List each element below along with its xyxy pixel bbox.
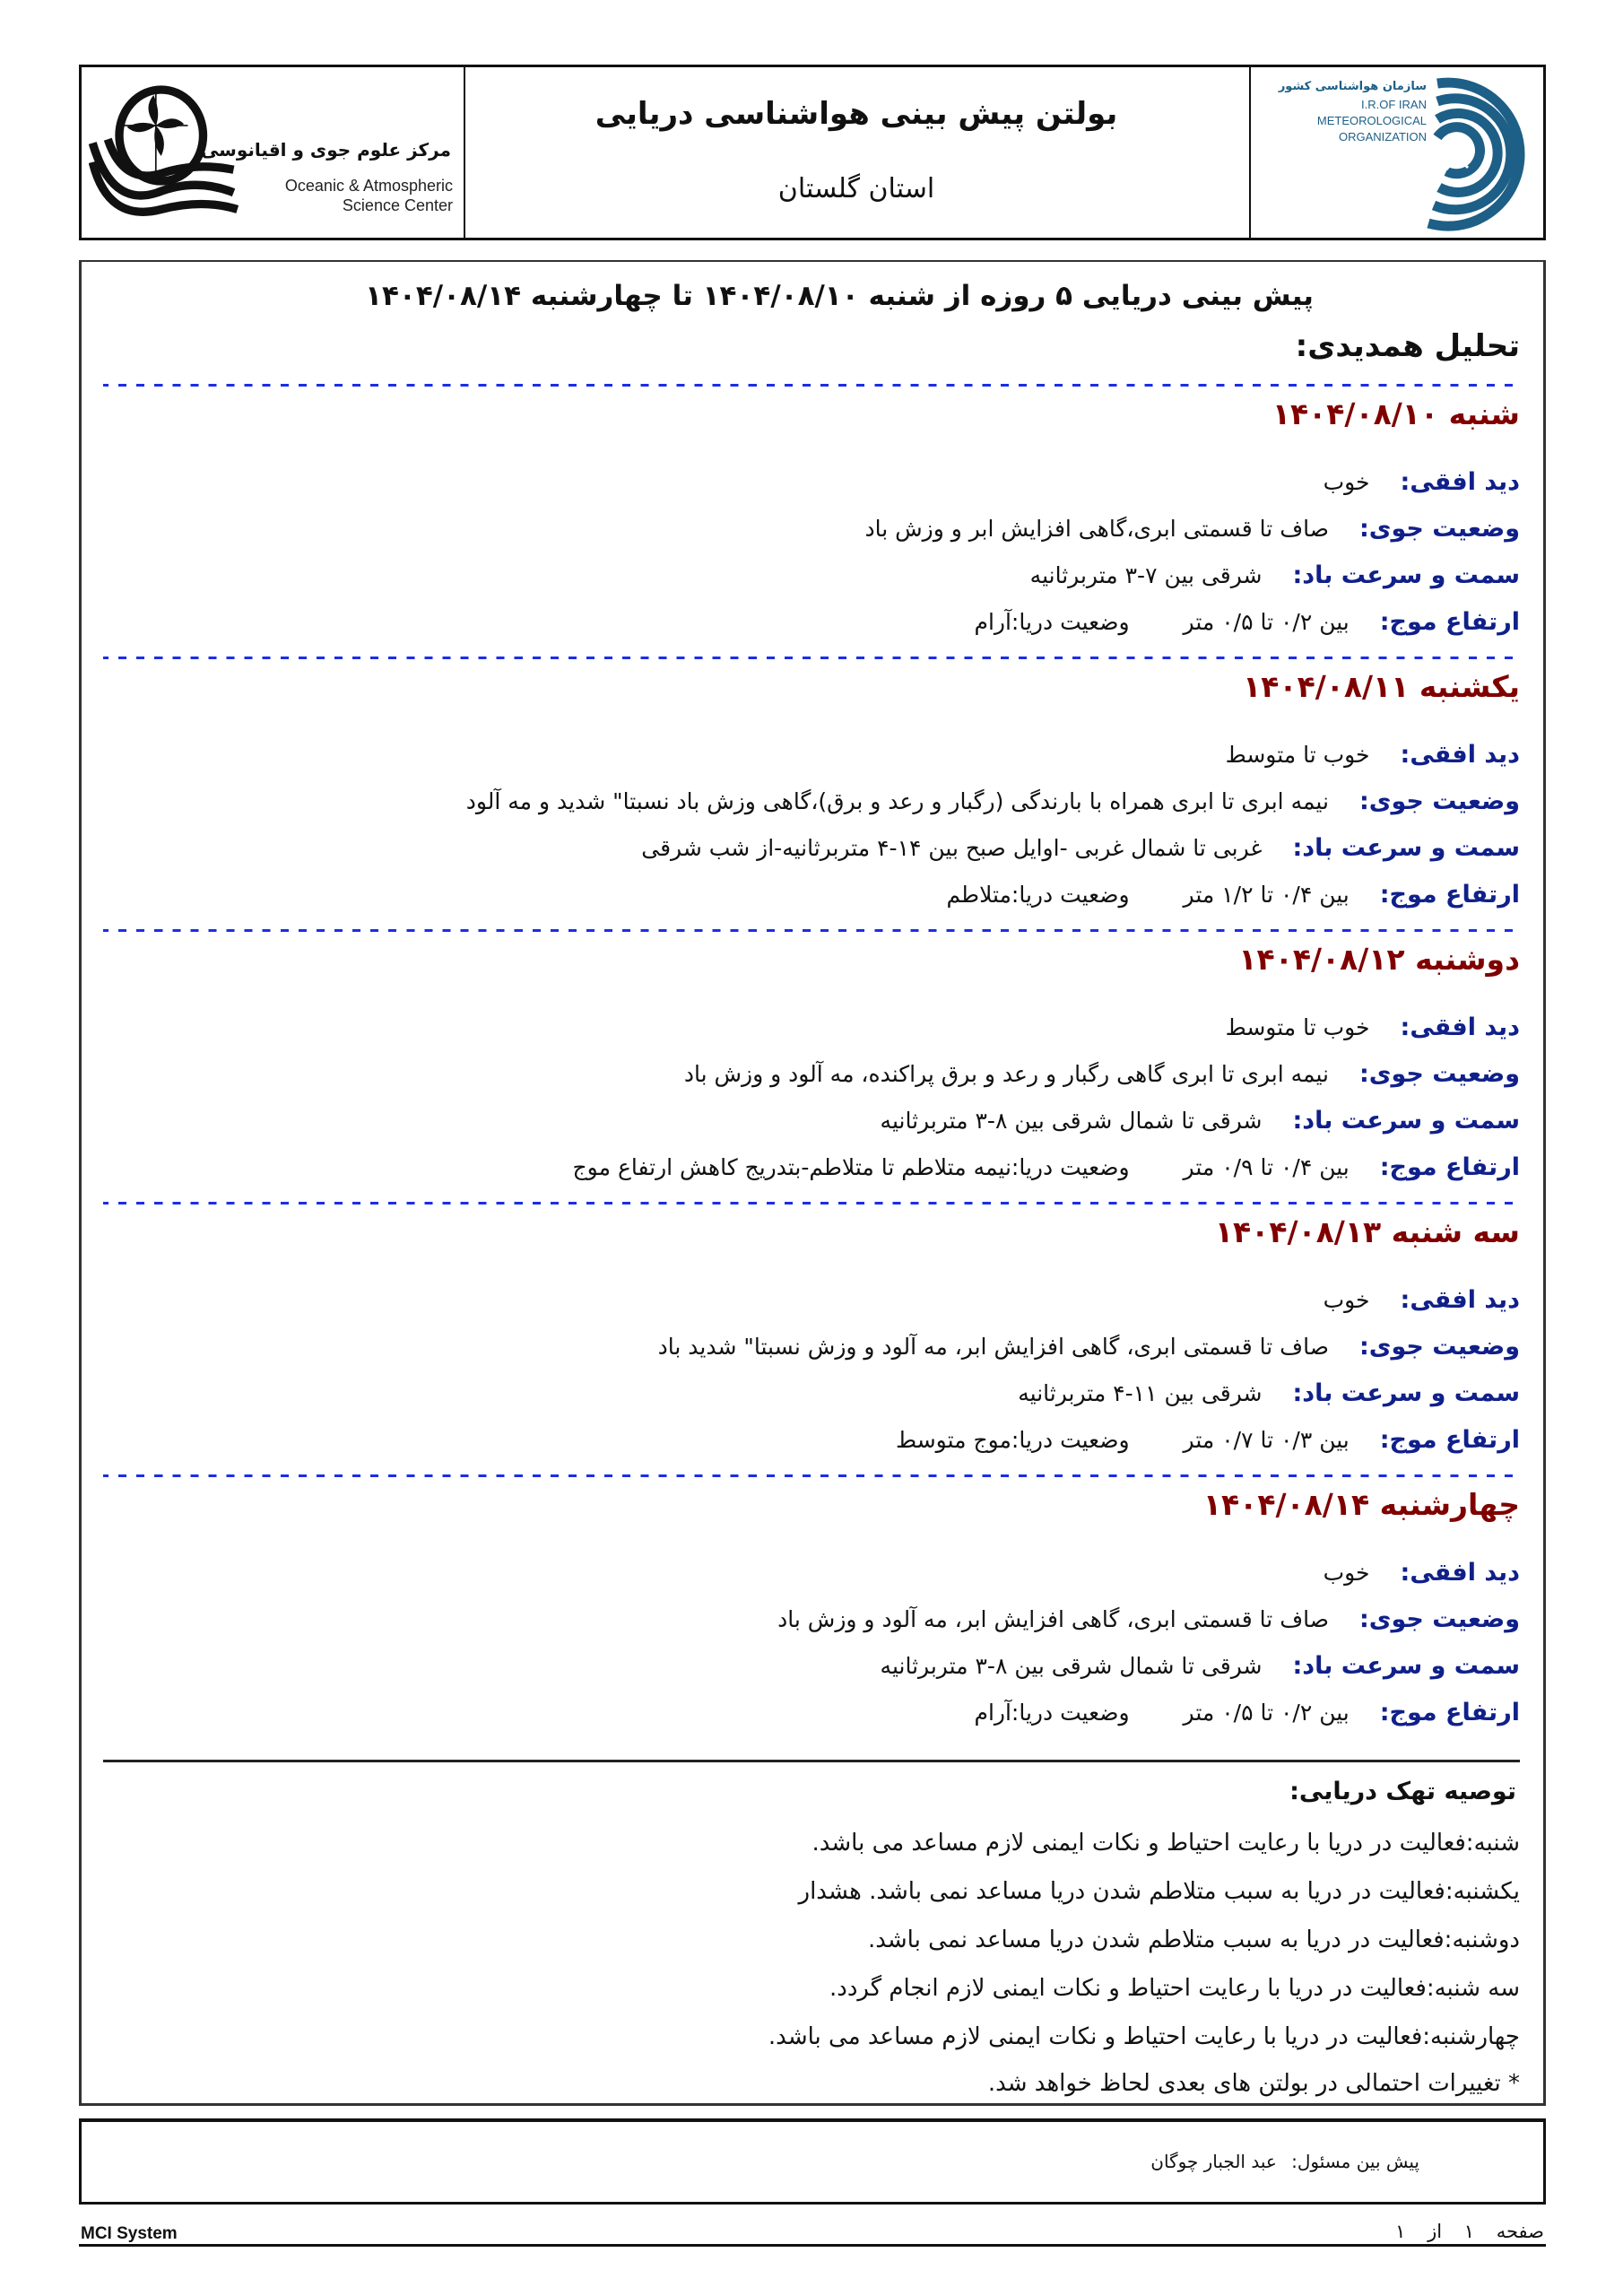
sea-state: وضعیت دریا:متلاطم bbox=[946, 882, 1130, 908]
bulletin-title: بولتن پیش بینی هواشناسی دریایی bbox=[595, 96, 1118, 132]
wind-value: شرقی تا شمال شرقی بین ۸-۳ متربرثانیه bbox=[880, 1108, 1263, 1134]
wave-label: ارتفاع موج: bbox=[1379, 881, 1520, 909]
wind-label: سمت و سرعت باد: bbox=[1292, 1652, 1520, 1680]
wave-row bbox=[974, 1695, 1520, 1731]
visibility-label: دید افقی: bbox=[1400, 1559, 1520, 1587]
osc-name-en-1: Oceanic & Atmospheric bbox=[284, 177, 453, 195]
province-name: استان گلستان bbox=[777, 173, 935, 204]
separator bbox=[103, 929, 1520, 932]
wind-value: شرقی تا شمال شرقی بین ۸-۳ متربرثانیه bbox=[880, 1653, 1263, 1679]
wave-value: بین ۰/۲ تا ۰/۵ متر bbox=[1183, 1700, 1350, 1726]
forecast-body bbox=[79, 260, 1546, 2106]
wind-label: سمت و سرعت باد: bbox=[1292, 561, 1520, 589]
forecaster-label: پیش بین مسئول: bbox=[1291, 2151, 1419, 2172]
advice-line: چهارشنبه:فعالیت در دریا با رعایت احتیاط و نکات ایمنی لازم مساعد می باشد. bbox=[768, 2023, 1520, 2050]
wave-label: ارتفاع موج: bbox=[1379, 1426, 1520, 1454]
visibility-label: دید افقی: bbox=[1400, 741, 1520, 769]
wind-row bbox=[1030, 558, 1520, 594]
day-forecast bbox=[103, 669, 1520, 938]
weather-row bbox=[684, 1057, 1520, 1092]
wave-row bbox=[573, 1150, 1520, 1186]
separator bbox=[103, 1202, 1520, 1205]
day-title: دوشنبه ۱۴۰۴/۰۸/۱۲ bbox=[1238, 942, 1520, 977]
weather-row bbox=[864, 511, 1520, 547]
weather-label: وضعیت جوی: bbox=[1358, 1605, 1520, 1633]
day-forecast bbox=[103, 1487, 1520, 1756]
visibility-value: خوب تا متوسط bbox=[1225, 742, 1370, 768]
sea-state: وضعیت دریا:آرام bbox=[974, 609, 1130, 635]
visibility-value: خوب bbox=[1323, 469, 1370, 495]
sea-state: وضعیت دریا:نیمه متلاطم تا متلاطم-بتدریج کاهش ارتفاع موج bbox=[572, 1154, 1130, 1180]
wind-row bbox=[881, 1103, 1520, 1139]
wave-row bbox=[947, 877, 1520, 913]
visibility-label: دید افقی: bbox=[1400, 1013, 1520, 1041]
page-of: از bbox=[1428, 2221, 1443, 2242]
wave-value: بین ۰/۲ تا ۰/۵ متر bbox=[1183, 609, 1350, 635]
sea-state: وضعیت دریا:موج متوسط bbox=[896, 1427, 1130, 1453]
page-label: صفحه bbox=[1496, 2221, 1544, 2242]
weather-label: وضعیت جوی: bbox=[1358, 515, 1520, 543]
signature-box bbox=[79, 2118, 1546, 2205]
sea-state: وضعیت دریا:آرام bbox=[974, 1700, 1130, 1726]
visibility-row bbox=[1324, 1283, 1520, 1318]
advice-divider bbox=[103, 1760, 1520, 1762]
bulletin-title-cell bbox=[464, 67, 1251, 238]
wave-row bbox=[974, 604, 1520, 640]
wave-row bbox=[896, 1422, 1520, 1458]
visibility-label: دید افقی: bbox=[1400, 1286, 1520, 1314]
day-title: چهارشنبه ۱۴۰۴/۰۸/۱۴ bbox=[1202, 1487, 1520, 1522]
wind-value: شرقی بین ۱۱-۴ متربرثانیه bbox=[1018, 1380, 1263, 1406]
wind-value: شرقی بین ۷-۳ متربرثانیه bbox=[1029, 562, 1263, 588]
page-current: ۱ bbox=[1463, 2221, 1475, 2242]
wind-value: غربی تا شمال غربی -اوایل صبح بین ۱۴-۴ متربرثانیه-از شب شرقی bbox=[641, 835, 1263, 861]
day-title: یکشنبه ۱۴۰۴/۰۸/۱۱ bbox=[1243, 669, 1520, 704]
visibility-value: خوب تا متوسط bbox=[1225, 1014, 1370, 1040]
signature-line bbox=[1150, 2151, 1419, 2172]
advice-footnote: * تغییرات احتمالی در بولتن های بعدی لحاظ خواهد شد. bbox=[987, 2070, 1520, 2097]
wave-label: ارتفاع موج: bbox=[1379, 1699, 1520, 1726]
day-forecast bbox=[103, 942, 1520, 1211]
wind-label: سمت و سرعت باد: bbox=[1292, 834, 1520, 862]
weather-value: صاف تا قسمتی ابری، گاهی افزایش ابر، مه آلود و وزش نسبتا" شدید باد bbox=[657, 1334, 1329, 1360]
weather-value: نیمه ابری تا ابری همراه با بارندگی (رگبار و رعد و برق)،گاهی وزش باد نسبتا" شدید و مه آلود bbox=[465, 788, 1329, 814]
wind-label: سمت و سرعت باد: bbox=[1292, 1379, 1520, 1407]
wind-label: سمت و سرعت باد: bbox=[1292, 1107, 1520, 1135]
irimo-name-en-1: I.R.OF IRAN bbox=[1361, 98, 1427, 111]
visibility-row bbox=[1324, 1555, 1520, 1591]
weather-label: وضعیت جوی: bbox=[1358, 1060, 1520, 1088]
visibility-row bbox=[1226, 737, 1520, 773]
day-title: سه شنبه ۱۴۰۴/۰۸/۱۳ bbox=[1214, 1214, 1520, 1249]
separator bbox=[103, 657, 1520, 659]
visibility-value: خوب bbox=[1323, 1560, 1370, 1586]
irimo-name-en-3: ORGANIZATION bbox=[1339, 130, 1427, 144]
bulletin-header bbox=[79, 65, 1546, 240]
separator bbox=[103, 384, 1520, 387]
visibility-value: خوب bbox=[1323, 1287, 1370, 1313]
weather-label: وضعیت جوی: bbox=[1358, 787, 1520, 815]
weather-row bbox=[466, 784, 1520, 820]
visibility-label: دید افقی: bbox=[1400, 468, 1520, 496]
advice-line: یکشنبه:فعالیت در دریا به سبب متلاطم شدن دریا مساعد نمی باشد. هشدار bbox=[798, 1878, 1520, 1905]
wind-row bbox=[881, 1648, 1520, 1684]
visibility-row bbox=[1324, 465, 1520, 500]
separator bbox=[103, 1474, 1520, 1477]
wave-label: ارتفاع موج: bbox=[1379, 1153, 1520, 1181]
day-title: شنبه ۱۴۰۴/۰۸/۱۰ bbox=[1271, 396, 1520, 431]
weather-row bbox=[777, 1602, 1520, 1638]
osc-logo-cell bbox=[82, 67, 465, 238]
system-name: MCI System bbox=[81, 2224, 178, 2243]
advice-line: دوشنبه:فعالیت در دریا به سبب متلاطم شدن دریا مساعد نمی باشد. bbox=[867, 1926, 1520, 1953]
wind-row bbox=[1018, 1376, 1520, 1412]
irimo-name-fa: سازمان هواشناسی کشور bbox=[1278, 80, 1427, 93]
day-forecast bbox=[103, 396, 1520, 665]
irimo-name-en-2: METEOROLOGICAL bbox=[1316, 114, 1427, 127]
wave-label: ارتفاع موج: bbox=[1379, 608, 1520, 636]
weather-value: صاف تا قسمتی ابری، گاهی افزایش ابر، مه آلود و وزش باد bbox=[777, 1606, 1329, 1632]
advice-line: شنبه:فعالیت در دریا با رعایت احتیاط و نکات ایمنی لازم مساعد می باشد. bbox=[812, 1830, 1520, 1857]
irimo-logo-cell bbox=[1249, 67, 1543, 238]
page-number bbox=[1379, 2221, 1544, 2242]
wave-value: بین ۰/۴ تا ۱/۲ متر bbox=[1183, 882, 1350, 908]
osc-name-en-2: Science Center bbox=[342, 196, 453, 214]
advice-line: سه شنبه:فعالیت در دریا با رعایت احتیاط و نکات ایمنی لازم انجام گردد. bbox=[829, 1975, 1520, 2002]
footer-rule bbox=[79, 2244, 1546, 2247]
wind-row bbox=[641, 831, 1520, 866]
forecaster-name: عبد الجبار چوگان bbox=[1150, 2151, 1277, 2172]
osc-name-fa: مرکز علوم جوی و اقیانوسی bbox=[200, 139, 451, 161]
irimo-logo-icon bbox=[1375, 71, 1536, 232]
weather-value: صاف تا قسمتی ابری،گاهی افزایش ابر و وزش باد bbox=[864, 516, 1329, 542]
weather-value: نیمه ابری تا ابری گاهی رگبار و رعد و برق پراکنده، مه آلود و وزش باد bbox=[683, 1061, 1329, 1087]
advice-heading: توصیه تهک دریایی: bbox=[1289, 1778, 1516, 1805]
day-forecast bbox=[103, 1214, 1520, 1483]
synoptic-analysis-heading: تحلیل همدیدی: bbox=[1295, 328, 1520, 364]
page-total: ۱ bbox=[1395, 2221, 1406, 2242]
weather-row bbox=[658, 1329, 1520, 1365]
wave-value: بین ۰/۴ تا ۰/۹ متر bbox=[1183, 1154, 1350, 1180]
weather-label: وضعیت جوی: bbox=[1358, 1333, 1520, 1361]
wave-value: بین ۰/۳ تا ۰/۷ متر bbox=[1183, 1427, 1350, 1453]
forecast-title: پیش بینی دریایی ۵ روزه از شنبه ۱۴۰۴/۰۸/۱۰ تا چهارشنبه ۱۴۰۴/۰۸/۱۴ bbox=[365, 280, 1314, 312]
visibility-row bbox=[1226, 1010, 1520, 1046]
